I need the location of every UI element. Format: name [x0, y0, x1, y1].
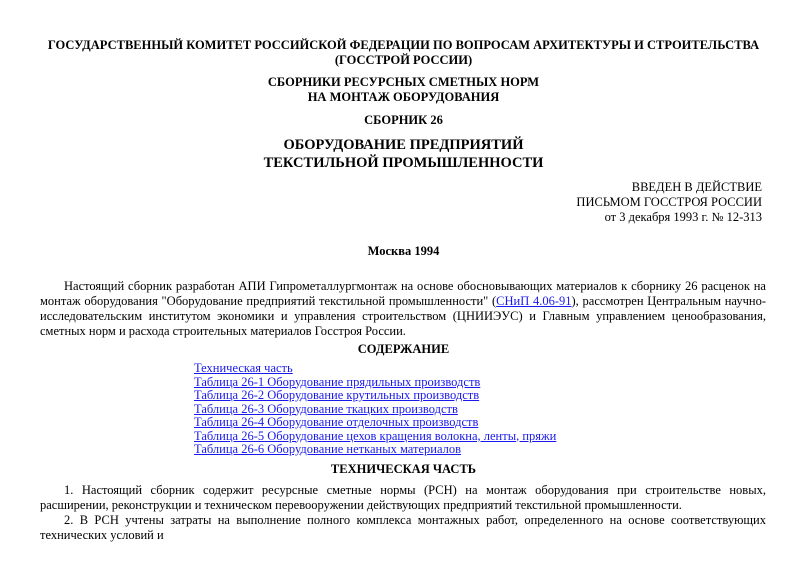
committee-header [40, 38, 767, 68]
collection-number: СБОРНИК 26 [364, 113, 443, 127]
enactment-line-2: ПИСЬМОМ ГОССТРОЯ РОССИИ [576, 195, 762, 209]
toc-table-26-1-link[interactable]: Таблица 26-1 Оборудование прядильных производств [194, 374, 481, 389]
enactment-line-3: от 3 декабря 1993 г. № 12-313 [604, 210, 762, 224]
enactment-line-1: ВВЕДЕН В ДЕЙСТВИЕ [631, 180, 762, 194]
toc-technical-part-link[interactable]: Техническая часть [194, 361, 293, 375]
series-header [40, 75, 767, 105]
toc-table-26-5-link[interactable]: Таблица 26-5 Оборудование цехов кращения волокна, ленты, пряжи [194, 428, 557, 443]
title-line-1: ОБОРУДОВАНИЕ ПРЕДПРИЯТИЙ [283, 137, 524, 153]
toc-table-26-2-link[interactable]: Таблица 26-2 Оборудование крутильных производств [194, 388, 480, 402]
intro-text-start: Настоящий сборник разработан АПИ Гипрометаллургмонтаж на основе обосновывающих материалов к сборнику 26 расценок на монтаж оборудования "Оборудование предприятий текстильной промышленности" ( [40, 279, 766, 308]
snip-link[interactable]: СНиП 4.06-91 [496, 294, 572, 308]
intro-text-end: ), рассмотрен Центральным научно-исследовательским институтом экономики и управления строительством (ЦНИИЭУС) и Главным управлением ценообразования, сметных норм и расхода строительных материалов Госстроя России. [40, 294, 766, 338]
committee-line-1: ГОСУДАРСТВЕННЫЙ КОМИТЕТ РОССИЙСКОЙ ФЕДЕРАЦИИ ПО ВОПРОСАМ АРХИТЕКТУРЫ И СТРОИТЕЛЬСТВА [47, 38, 760, 52]
enactment-block [462, 180, 762, 225]
series-line-2: НА МОНТАЖ ОБОРУДОВАНИЯ [307, 90, 500, 104]
contents-heading: СОДЕРЖАНИЕ [357, 342, 450, 356]
document-title [40, 136, 767, 172]
technical-part-heading: ТЕХНИЧЕСКАЯ ЧАСТЬ [330, 462, 477, 476]
committee-line-2: (ГОССТРОЙ РОССИИ) [334, 53, 473, 67]
toc-table-26-6-link[interactable]: Таблица 26-6 Оборудование нетканых материалов [194, 442, 462, 456]
technical-item-2: 2. В РСН учтены затраты на выполнение полного комплекса монтажных работ, определенного на основе соответствующих технических условий и [40, 513, 766, 542]
series-line-1: СБОРНИКИ РЕСУРСНЫХ СМЕТНЫХ НОРМ [267, 75, 540, 89]
contents-list [194, 362, 614, 457]
toc-table-26-3-link[interactable]: Таблица 26-3 Оборудование ткацких производств [194, 401, 458, 416]
place-year: Москва 1994 [367, 244, 440, 258]
intro-paragraph [40, 279, 766, 339]
technical-item-1: 1. Настоящий сборник содержит ресурсные сметные нормы (РСН) на монтаж оборудования при строительстве новых, расширении, реконструкции и техническом перевооружении действующих предприятий текстильной промышленности. [40, 483, 766, 512]
toc-table-26-4-link[interactable]: Таблица 26-4 Оборудование отделочных производств [194, 415, 479, 429]
title-line-2: ТЕКСТИЛЬНОЙ ПРОМЫШЛЕННОСТИ [263, 155, 544, 171]
